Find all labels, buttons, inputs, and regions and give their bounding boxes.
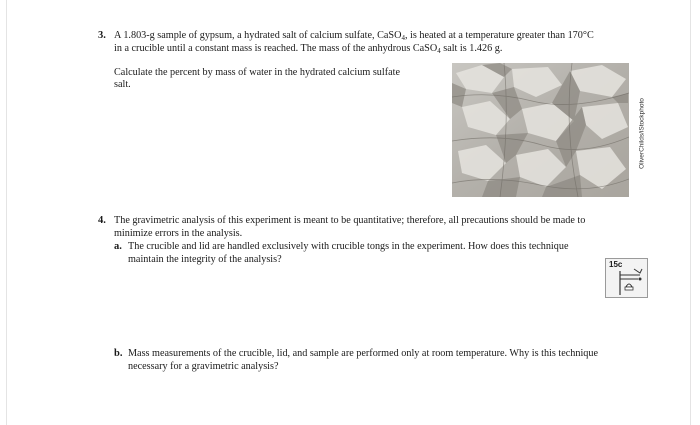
question-3-line-1: A 1.803-g sample of gypsum, a hydrated salt of calcium sulfate, CaSO$_4$, is heated at a temperature greater than 170°C bbox=[114, 30, 594, 42]
question-4a-line-1: The crucible and lid are handled exclusively with crucible tongs in the experiment. How does this technique bbox=[128, 241, 569, 252]
question-3-number: 3. bbox=[98, 30, 106, 41]
page-edge-right bbox=[690, 0, 691, 425]
question-4-line-2: minimize errors in the analysis. bbox=[114, 228, 243, 239]
gypsum-rock-image bbox=[452, 63, 629, 197]
gypsum-rock-photo bbox=[452, 63, 629, 197]
page-edge-left bbox=[6, 0, 7, 425]
question-4b-line-2: necessary for a gravimetric analysis? bbox=[128, 361, 279, 372]
question-3-prompt-line-1: Calculate the percent by mass of water in the hydrated calcium sulfate bbox=[114, 67, 400, 78]
technique-reference-label: 15c bbox=[609, 260, 623, 269]
question-4-line-1: The gravimetric analysis of this experiment is meant to be quantitative; therefore, all precautions should be made to bbox=[114, 215, 586, 226]
question-4-number: 4. bbox=[98, 215, 106, 226]
question-4a-label: a. bbox=[114, 241, 122, 252]
question-3-prompt-line-2: salt. bbox=[114, 79, 131, 90]
question-3-line-2: in a crucible until a constant mass is reached. The mass of the anhydrous CaSO$_4$ salt is 1.426 g. bbox=[114, 43, 503, 55]
question-4a-line-2: maintain the integrity of the analysis? bbox=[128, 254, 282, 265]
technique-reference-box bbox=[605, 258, 648, 298]
question-4b-line-1: Mass measurements of the crucible, lid, and sample are performed only at room temperature. Why is this technique bbox=[128, 348, 598, 359]
question-4b-label: b. bbox=[114, 348, 123, 359]
photo-credit: OliverChilds/iStockphoto bbox=[638, 98, 646, 169]
crucible-tongs-icon bbox=[606, 259, 647, 297]
